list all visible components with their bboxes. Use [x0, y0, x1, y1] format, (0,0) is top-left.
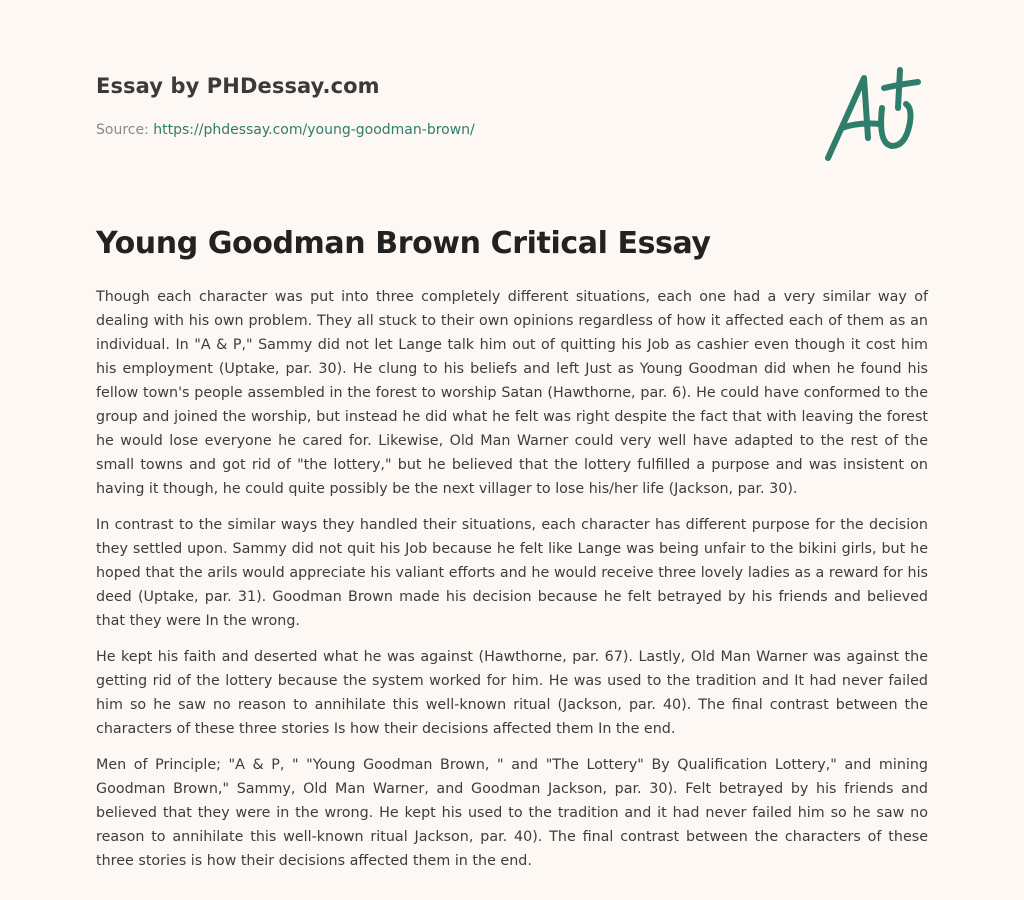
site-brand: Essay by PHDessay.com: [96, 74, 380, 98]
essay-paragraph: In contrast to the similar ways they handled their situations, each character has different purpose for the decision they settled upon. Sammy did not quit his Job because he felt like Lange was being unfair to the bikini girls, but he hoped that the arils would appreciate his valiant efforts and he would receive three lovely ladies as a reward for his deed (Uptake, par. 31). Goodman Brown made his decision because he felt betrayed by his friends and believed that they were In the wrong.: [96, 517, 928, 629]
essay-paragraph: Though each character was put into three completely different situations, each one had a very similar way of dealing with his own problem. They all stuck to their own opinions regardless of how it affected each of them as an individual. In "A & P," Sammy did not let Lange talk him out of quitting his Job as cashier even though it cost him his employment (Uptake, par. 30). He clung to his beliefs and left Just as Young Goodman did when he found his fellow town's people assembled in the forest to worship Satan (Hawthorne, par. 6). He could have conformed to the group and joined the worship, but instead he did what he felt was right despite the fact that with leaving the forest he would lose everyone he cared for. Likewise, Old Man Warner could very well have adapted to the rest of the small towns and got rid of "the lottery," but he believed that the lottery fulfilled a purpose and was insistent on having it though, he could quite possibly be the next villager to lose his/her life (Jackson, par. 30).: [96, 289, 928, 497]
essay-paragraph: He kept his faith and deserted what he was against (Hawthorne, par. 67). Lastly, Old Man Warner was against the getting rid of the lottery because the system worked for him. He was used to the tradition and It had never failed him so he saw no reason to annihilate this well-known ritual (Jackson, par. 40). The final contrast between the characters of these three stories Is how their decisions affected them In the end.: [96, 649, 928, 737]
essay-paragraph: Men of Principle; "A & P, " "Young Goodman Brown, " and "The Lottery" By Qualification Lottery," and mining Goodman Brown," Sammy, Old Man Warner, and Goodman Jackson, par. 30). Felt betrayed by his friends and believed that they were in the wrong. He kept his used to the tradition and it had never failed him so he saw no reason to annihilate this well-known ritual Jackson, par. 40). The final contrast between the characters of these three stories is how their decisions affected them in the end.: [96, 757, 928, 869]
page-header: [96, 74, 796, 138]
source-label: Source:: [96, 122, 149, 138]
page-title: Young Goodman Brown Critical Essay: [96, 226, 711, 261]
a-plus-logo-icon: [818, 64, 930, 168]
source-link[interactable]: https://phdessay.com/young-goodman-brown/: [153, 122, 475, 138]
source-line: [96, 122, 796, 138]
essay-body: [96, 285, 928, 885]
